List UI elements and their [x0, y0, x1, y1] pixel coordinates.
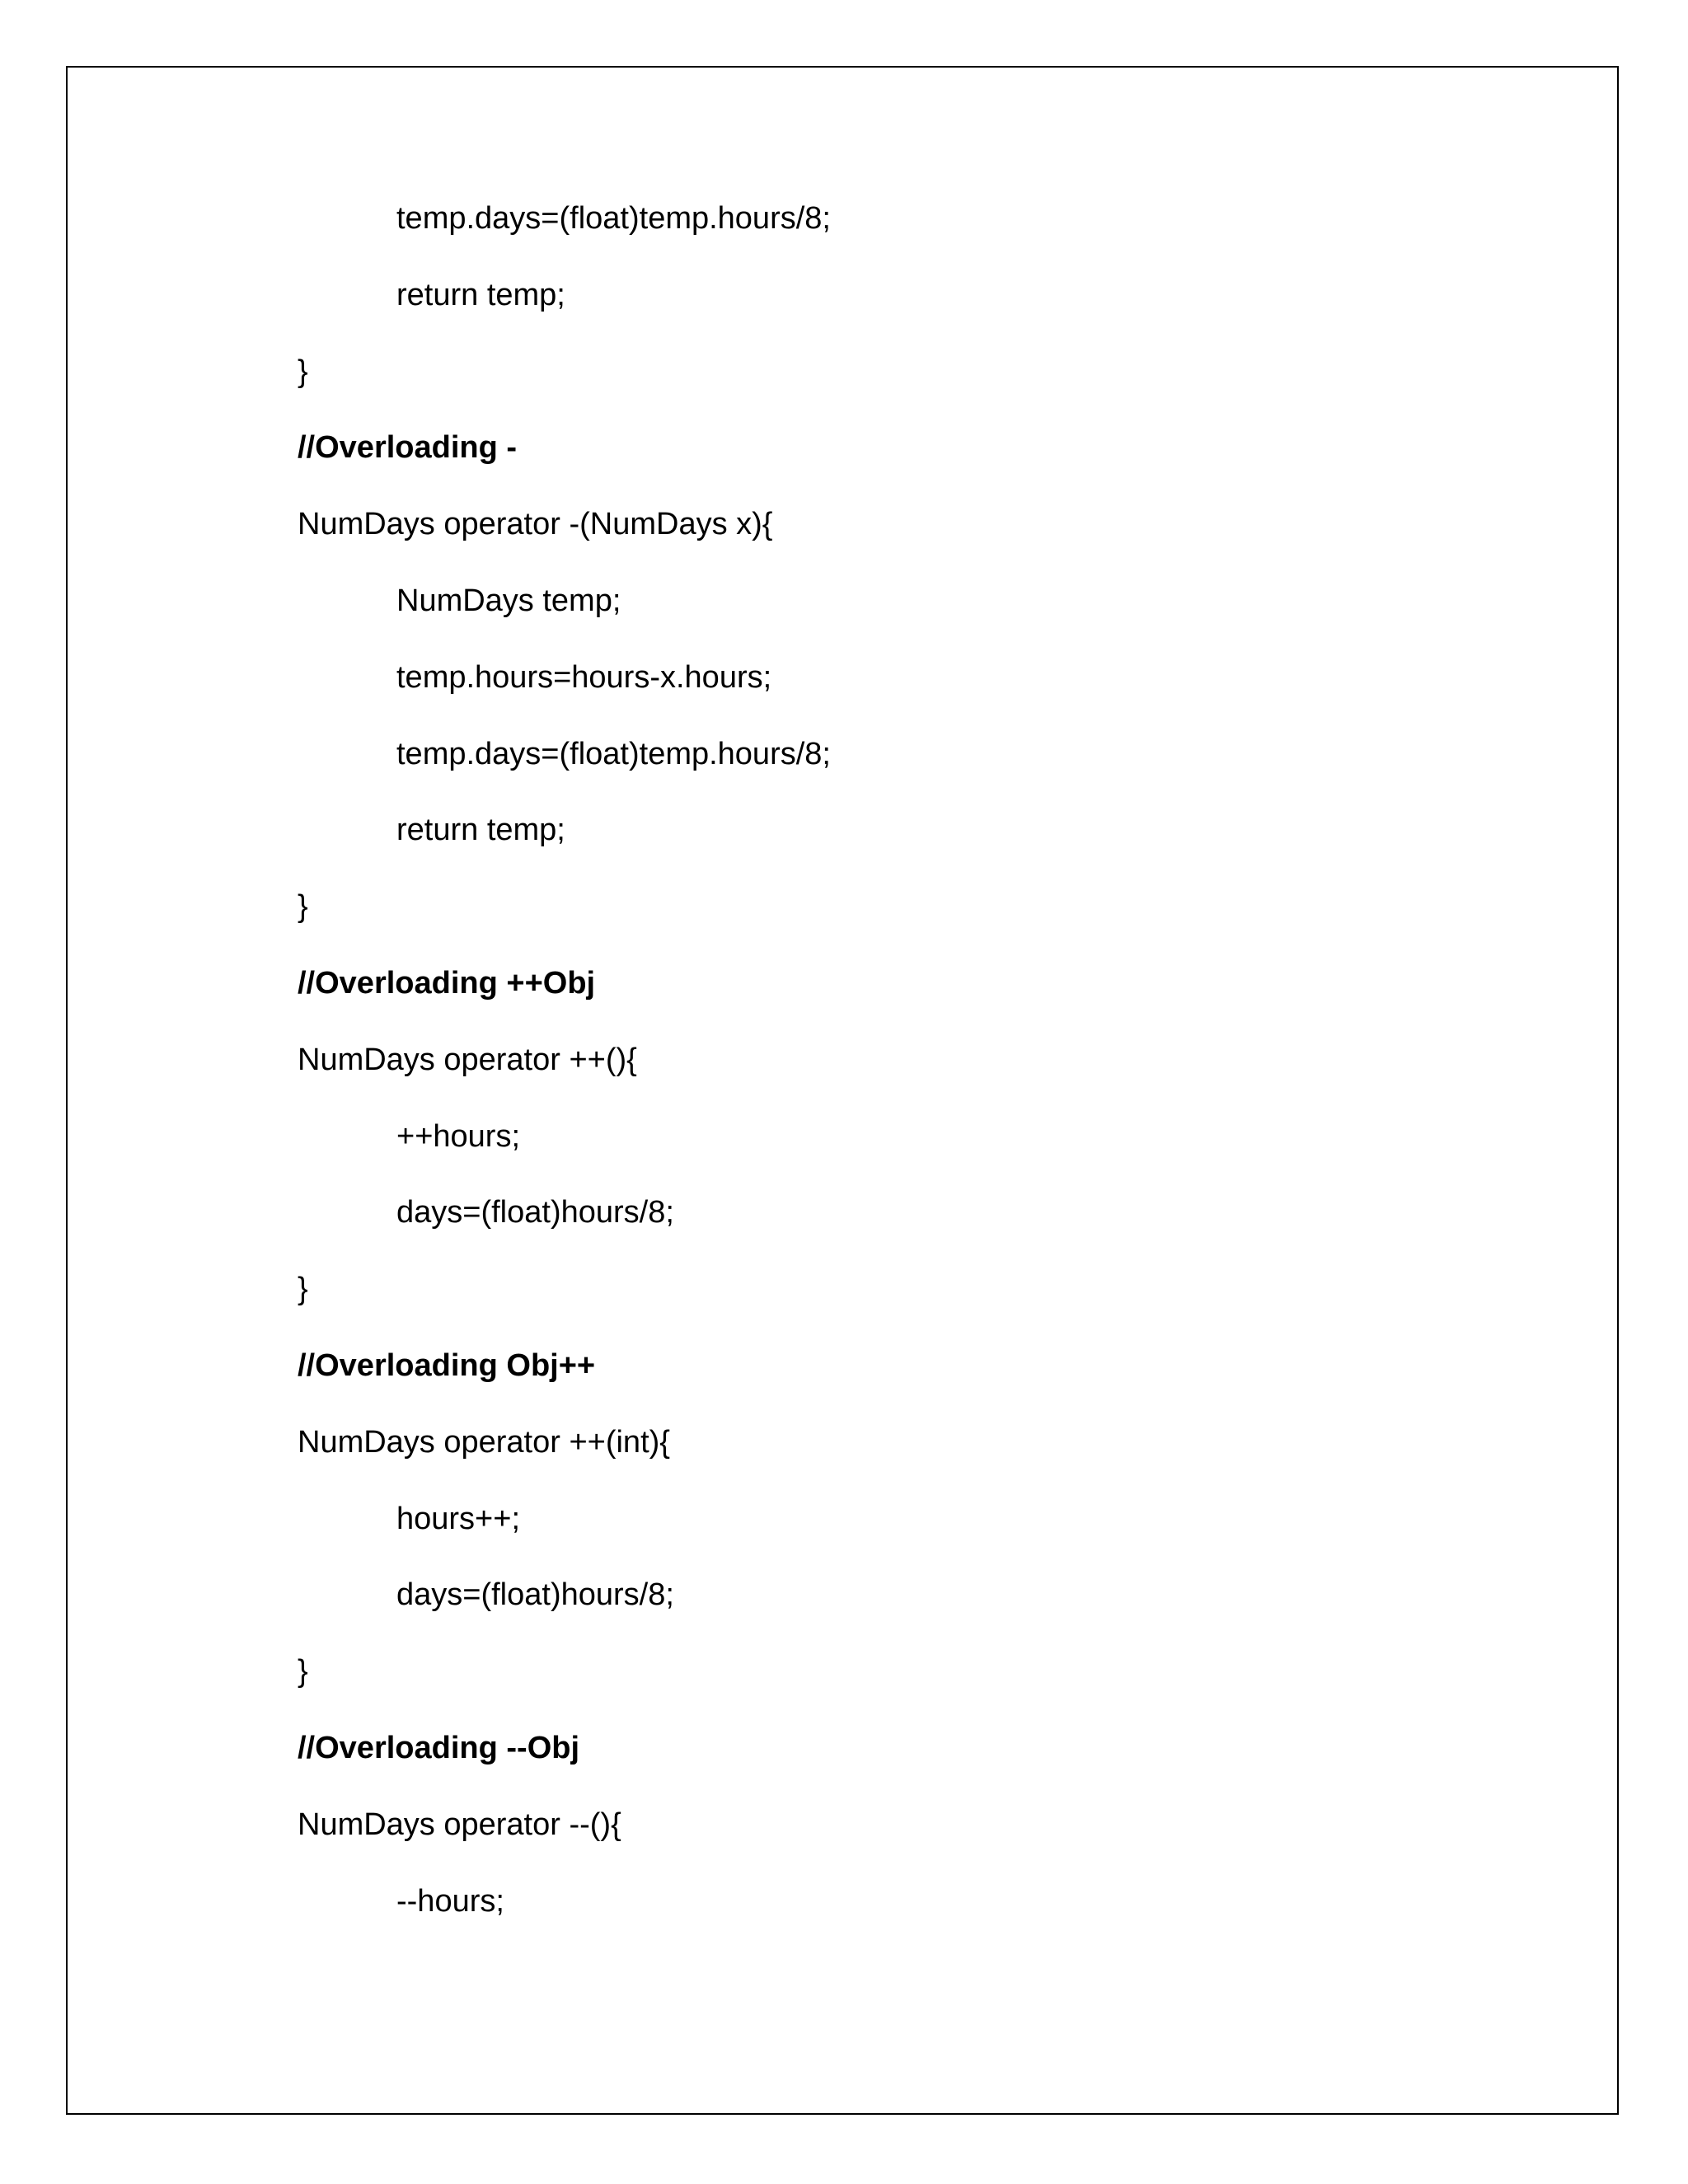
code-line: } — [298, 889, 308, 924]
code-line: } — [298, 1654, 308, 1689]
code-line: } — [298, 354, 308, 389]
comment-heading: //Overloading --Obj — [298, 1731, 580, 1765]
code-line: NumDays temp; — [396, 583, 621, 618]
code-line: temp.hours=hours-x.hours; — [396, 660, 772, 695]
code-line: temp.days=(float)temp.hours/8; — [396, 737, 831, 771]
code-line: return temp; — [396, 813, 565, 847]
comment-heading: //Overloading Obj++ — [298, 1348, 596, 1383]
comment-heading: //Overloading ++Obj — [298, 966, 596, 1001]
code-line: NumDays operator --(){ — [298, 1807, 621, 1842]
comment-heading: //Overloading - — [298, 430, 518, 465]
code-line: NumDays operator -(NumDays x){ — [298, 507, 773, 541]
code-line: NumDays operator ++(int){ — [298, 1425, 670, 1460]
code-line: ++hours; — [396, 1119, 520, 1154]
code-line: NumDays operator ++(){ — [298, 1043, 637, 1077]
code-line: hours++; — [396, 1502, 520, 1536]
code-line: days=(float)hours/8; — [396, 1577, 674, 1612]
code-line: --hours; — [396, 1884, 504, 1919]
code-line: temp.days=(float)temp.hours/8; — [396, 201, 831, 236]
code-line: } — [298, 1272, 308, 1306]
code-line: return temp; — [396, 278, 565, 312]
code-line: days=(float)hours/8; — [396, 1195, 674, 1230]
